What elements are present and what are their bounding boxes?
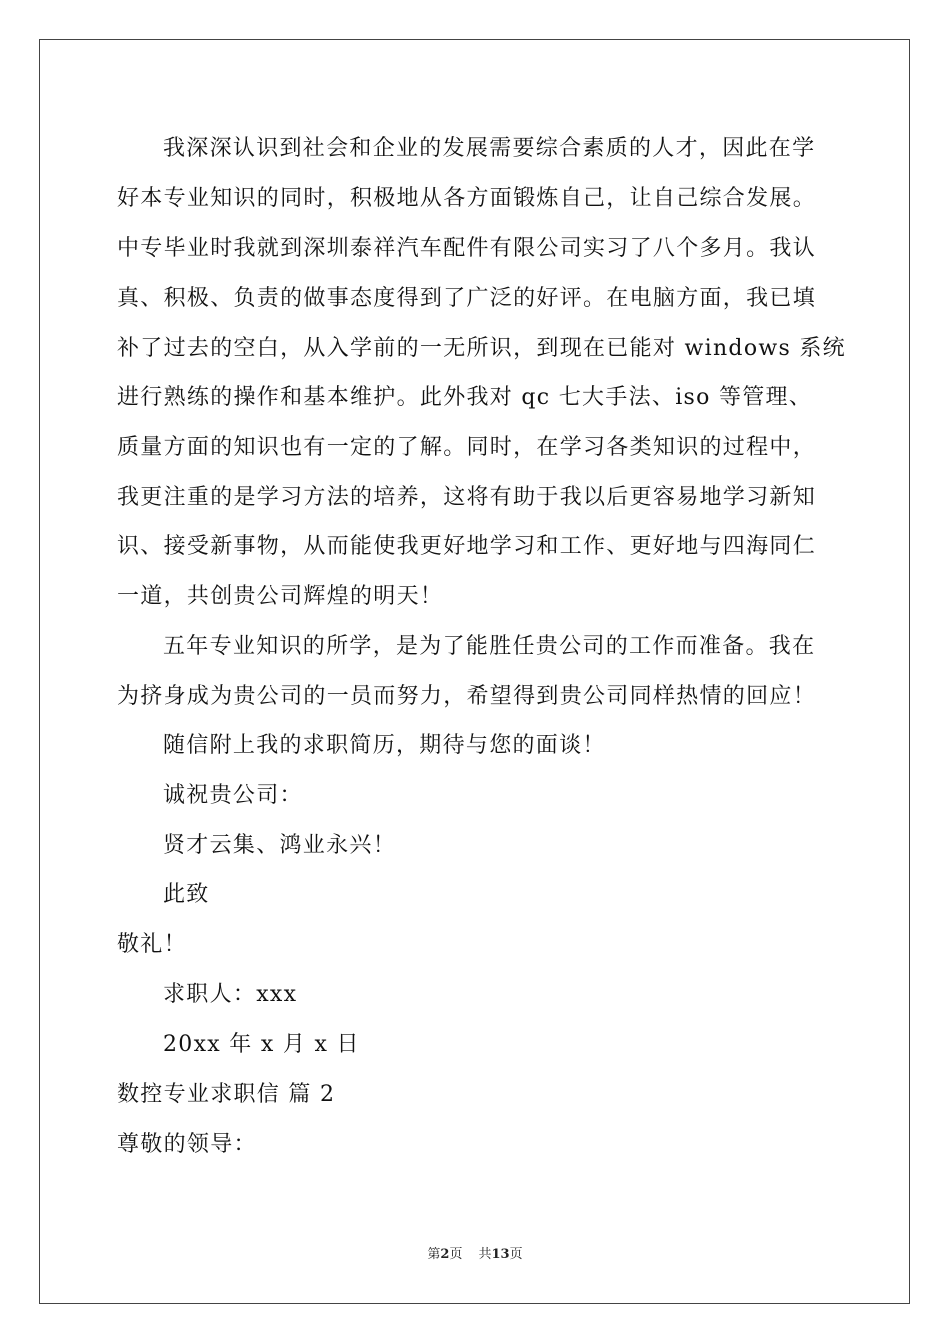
paragraph-line: 真、积极、负责的做事态度得到了广泛的好评。在电脑方面，我已填 (117, 286, 817, 311)
paragraph-line: 为挤身成为贵公司的一员而努力，希望得到贵公司同样热情的回应！ (117, 684, 817, 709)
greeting: 尊敬的领导： (117, 1132, 257, 1157)
paragraph-line: 识、接受新事物，从而能使我更好地学习和工作、更好地与四海同仁 (117, 534, 817, 559)
paragraph-line: 补了过去的空白，从入学前的一无所识，到现在已能对 windows 系统 (117, 336, 846, 361)
wish-text: 贤才云集、鸿业永兴！ (163, 833, 397, 858)
wish-intro: 诚祝贵公司： (163, 783, 303, 808)
attachment-note: 随信附上我的求职简历，期待与您的面谈！ (163, 733, 606, 758)
paragraph-line: 我更注重的是学习方法的培养，这将有助于我以后更容易地学习新知 (117, 485, 817, 510)
letter-date: 20xx 年 x 月 x 日 (163, 1032, 360, 1057)
paragraph-line: 五年专业知识的所学，是为了能胜任贵公司的工作而准备。我在 (163, 634, 816, 659)
paragraph-line: 一道，共创贵公司辉煌的明天！ (117, 584, 444, 609)
footer-total-pages: 13 (491, 1247, 510, 1262)
footer-page-suffix: 页 (449, 1247, 463, 1262)
footer-total-prefix: 共 (478, 1247, 492, 1262)
closing-text: 此致 (163, 882, 210, 907)
footer-page-prefix: 第 (427, 1247, 441, 1262)
applicant-signature: 求职人：xxx (163, 982, 298, 1007)
salute-text: 敬礼！ (117, 932, 187, 957)
paragraph-line: 好本专业知识的同时，积极地从各方面锻炼自己，让自己综合发展。 (117, 186, 817, 211)
paragraph-line: 进行熟练的操作和基本维护。此外我对 qc 七大手法、iso 等管理、 (117, 385, 813, 410)
footer-page-number: 2 (440, 1247, 450, 1262)
paragraph-line: 质量方面的知识也有一定的了解。同时，在学习各类知识的过程中， (117, 435, 817, 460)
page-footer (0, 1246, 950, 1264)
section-title: 数控专业求职信 篇 2 (117, 1082, 336, 1107)
paragraph-line: 我深深认识到社会和企业的发展需要综合素质的人才，因此在学 (163, 136, 816, 161)
page-frame (39, 39, 910, 1304)
paragraph-line: 中专毕业时我就到深圳泰祥汽车配件有限公司实习了八个多月。我认 (117, 236, 817, 261)
footer-total-suffix: 页 (509, 1247, 523, 1262)
